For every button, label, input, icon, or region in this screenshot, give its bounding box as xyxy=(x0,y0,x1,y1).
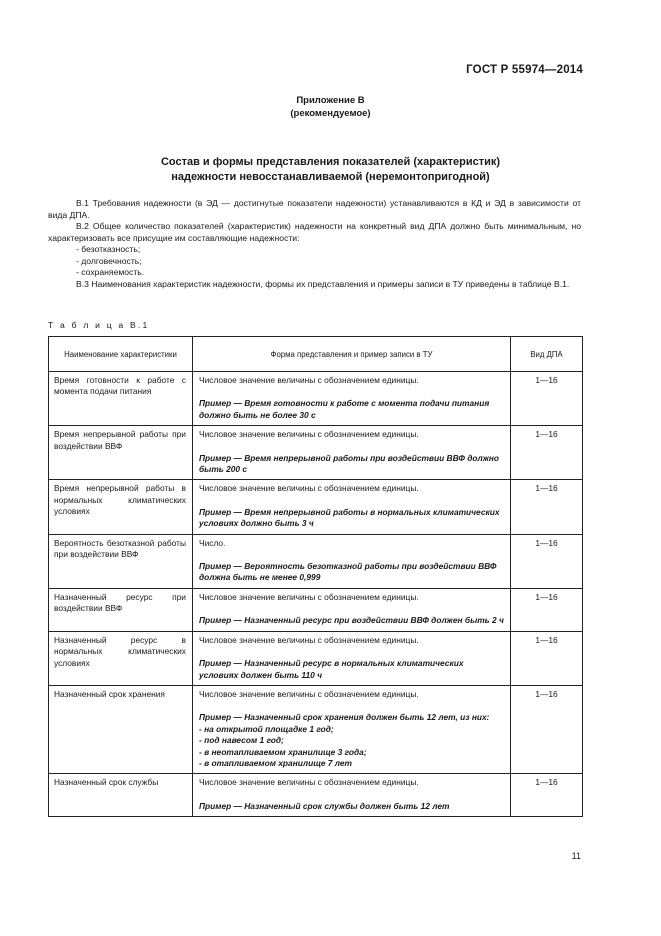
cell-form xyxy=(193,631,511,685)
table-row xyxy=(49,372,583,426)
form-description: Числовое значение величины с обозначением единицы. xyxy=(199,634,419,645)
form-description: Числовое значение величины с обозначением единицы. xyxy=(199,777,419,788)
cell-characteristic-name: Время непрерывной работы при воздействии ВВФ xyxy=(49,426,193,480)
cell-form xyxy=(193,426,511,480)
cell-form xyxy=(193,480,511,534)
cell-device-type: 1—16 xyxy=(511,480,583,534)
form-description: Числовое значение величины с обозначением единицы. xyxy=(199,375,419,385)
cell-characteristic-name: Назначенный срок службы xyxy=(49,774,193,817)
page-number: 11 xyxy=(571,851,581,861)
table-row xyxy=(49,588,583,631)
appendix-heading xyxy=(0,94,661,120)
form-description: Числовое значение величины с обозначением единицы. xyxy=(199,688,419,699)
table-row xyxy=(49,774,583,817)
cell-device-type: 1—16 xyxy=(511,534,583,588)
example-line: Пример — Вероятность безотказной работы при воздействии ВВФ должна быть не менее 0,999 xyxy=(199,561,497,583)
appendix-title: Приложение В xyxy=(296,95,365,106)
form-example xyxy=(199,561,504,584)
example-line: Пример — Назначенный срок хранения должен быть 12 лет, из них: xyxy=(199,712,490,723)
example-line: Пример — Время готовности к работе с момента подачи питания должно быть не более 30 с xyxy=(199,398,490,420)
form-description: Числовое значение величины с обозначением единицы. xyxy=(199,591,419,602)
form-example xyxy=(199,801,504,812)
form-description: Числовое значение величины с обозначением единицы. xyxy=(199,429,419,440)
table-row xyxy=(49,685,583,773)
form-example xyxy=(199,507,504,530)
cell-device-type: 1—16 xyxy=(511,426,583,480)
example-line: - под навесом 1 год; xyxy=(199,735,284,746)
list-item: - безотказность; xyxy=(76,244,141,254)
cell-form xyxy=(193,774,511,817)
cell-form xyxy=(193,685,511,773)
list-item: - долговечность; xyxy=(76,255,142,266)
paragraph-b2: В.2 Общее количество показателей (характеристик) надежности на конкретный вид ДПА должно быть минимальным, но характеризовать все присущие им составляющие надежности: xyxy=(48,221,581,243)
form-description: Числовое значение величины с обозначением единицы. xyxy=(199,483,419,494)
cell-characteristic-name: Время непрерывной работы в нормальных климатических условиях xyxy=(49,480,193,534)
cell-device-type: 1—16 xyxy=(511,631,583,685)
header-type: Вид ДПА xyxy=(511,337,583,372)
cell-device-type: 1—16 xyxy=(511,685,583,773)
table-row xyxy=(49,534,583,588)
table-label: Т а б л и ц а В.1 xyxy=(48,320,150,330)
body-text xyxy=(48,198,581,290)
form-description: Число. xyxy=(199,537,226,548)
paragraph-b1: В.1 Требования надежности (в ЭД — достигнутые показатели надежности) устанавливаются в КД и ЭД в зависимости от вида ДПА. xyxy=(48,198,581,220)
cell-characteristic-name: Вероятность безотказной работы при воздействии ВВФ xyxy=(49,534,193,588)
cell-device-type: 1—16 xyxy=(511,774,583,817)
table-row xyxy=(49,480,583,534)
form-example xyxy=(199,453,504,476)
header-form: Форма представления и пример записи в ТУ xyxy=(193,337,511,372)
table-row xyxy=(49,631,583,685)
table-body xyxy=(49,372,583,817)
section-title xyxy=(0,155,661,185)
cell-form xyxy=(193,588,511,631)
cell-characteristic-name: Время готовности к работе с момента подачи питания xyxy=(49,372,193,426)
cell-characteristic-name: Назначенный ресурс в нормальных климатических условиях xyxy=(49,631,193,685)
cell-form xyxy=(193,534,511,588)
example-line: Пример — Время непрерывной работы при воздействии ВВФ должно быть 200 с xyxy=(199,452,500,475)
example-line: Пример — Назначенный срок службы должен быть 12 лет xyxy=(199,800,450,811)
standard-code: ГОСТ Р 55974—2014 xyxy=(466,64,583,76)
form-example xyxy=(199,712,504,769)
example-line: Пример — Время непрерывной работы в нормальных климатических условиях должно быть 3 ч xyxy=(199,506,500,529)
form-example xyxy=(199,658,504,681)
example-line: - в отапливаемом хранилище 7 лет xyxy=(199,757,352,768)
appendix-status: (рекомендуемое) xyxy=(290,108,371,119)
section-title-line1: Состав и формы представления показателей (характеристик) xyxy=(160,156,501,168)
cell-device-type: 1—16 xyxy=(511,372,583,426)
table-header-row xyxy=(49,337,583,372)
header-name: Наименование характеристики xyxy=(49,337,193,372)
cell-device-type: 1—16 xyxy=(511,588,583,631)
form-example xyxy=(199,615,504,626)
cell-characteristic-name: Назначенный ресурс при воздействии ВВФ xyxy=(49,588,193,631)
form-example xyxy=(199,398,504,421)
table-row xyxy=(49,426,583,480)
list-item: - сохраняемость. xyxy=(76,267,145,277)
example-line: Пример — Назначенный ресурс в нормальных климатических условиях должен быть 110 ч xyxy=(199,658,464,680)
paragraph-b3: В.3 Наименования характеристик надежности, формы их представления и примеры записи в ТУ приведены в таблице В.1. xyxy=(76,278,570,289)
example-line: Пример — Назначенный ресурс при воздействии ВВФ должен быть 2 ч xyxy=(199,615,504,626)
cell-form xyxy=(193,372,511,426)
cell-characteristic-name: Назначенный срок хранения xyxy=(49,685,193,773)
reliability-table xyxy=(48,336,583,817)
example-line: - на открытой площадке 1 год; xyxy=(199,723,334,734)
example-line: - в неотапливаемом хранилище 3 года; xyxy=(199,746,367,757)
section-title-line2: надежности невосстанавливаемой (неремонтопригодной) xyxy=(171,171,490,183)
